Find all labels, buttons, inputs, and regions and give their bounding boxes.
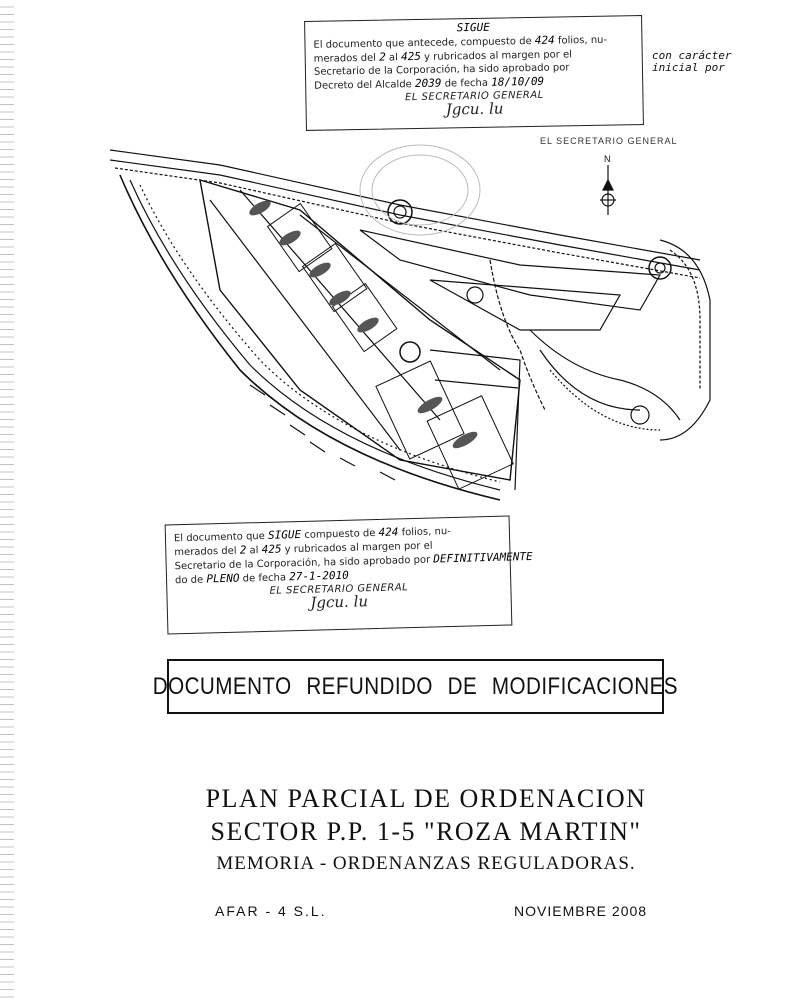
stamp-bottom-line-1: El documento que SIGUE compuesto de 424 folios, nu- [173, 525, 451, 545]
stamp-bottom-line-2: merados del 2 al 425 y rubricados al margen por el [174, 540, 433, 559]
sector-title: SECTOR P.P. 1-5 "ROZA MARTIN" [210, 817, 642, 846]
stamp-top-line-3: Secretario de la Corporación, ha sido aprobado por [313, 62, 570, 78]
secretary-bar-label: EL SECRETARIO GENERAL [540, 136, 678, 146]
document-title: DOCUMENTO REFUNDIDO DE MODIFICACIONES [152, 672, 679, 700]
margin-note: con carácter inicial por [652, 49, 732, 74]
stamp-top-signature: Jgcu. lu [445, 99, 504, 119]
stamp-top-secretary: EL SECRETARIO GENERAL [404, 89, 544, 104]
plan-title: PLAN PARCIAL DE ORDENACION [205, 784, 647, 813]
approval-stamp-bottom [165, 516, 533, 635]
footer-date: NOVIEMBRE 2008 [514, 903, 648, 919]
stamp-top-line-4: Decreto del Alcalde 2039 de fecha 18/10/09 [314, 74, 545, 92]
stamp-top-line-2: merados del 2 al 425 y rubricados al margen por el [313, 49, 573, 65]
stamp-top-header: SIGUE [456, 20, 490, 35]
stamp-bottom-secretary: EL SECRETARIO GENERAL [269, 582, 409, 597]
stamp-top-line-1: El documento que antecede, compuesto de 424 folios, nu- [313, 33, 608, 51]
stamp-bottom-signature: Jgcu. lu [310, 592, 369, 612]
official-seal [360, 145, 480, 235]
north-arrow-icon [600, 165, 616, 215]
scan-edge-artifact [0, 0, 14, 1000]
footer-author: AFAR - 4 S.L. [215, 903, 327, 919]
document-title-box [152, 659, 679, 714]
stamp-bottom-line-3: Secretario de la Corporación, ha sido aprobado por DEFINITIVAMENTE [174, 549, 533, 573]
stamp-bottom-line-4: do de PLENO de fecha 27-1-2010 [174, 568, 349, 587]
compass-label: N [604, 154, 611, 164]
site-plan-map [100, 120, 720, 520]
approval-stamp-top [304, 15, 644, 131]
memoria-title: MEMORIA - ORDENANZAS REGULADORAS. [216, 853, 636, 874]
